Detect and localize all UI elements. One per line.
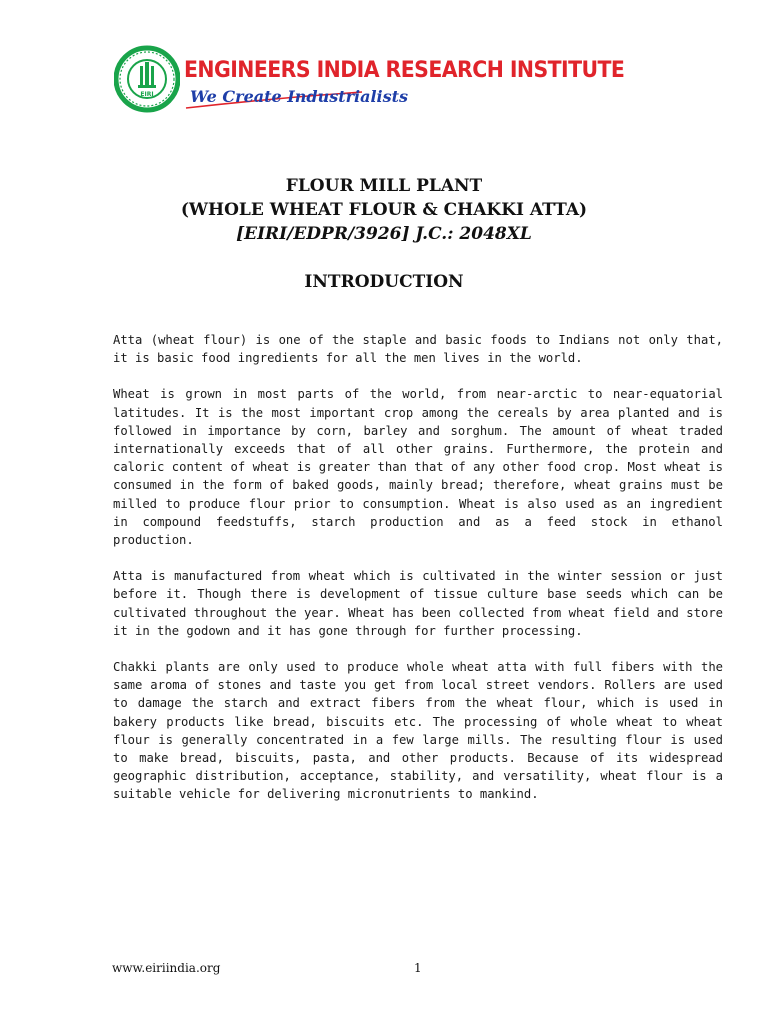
paragraph-3: Atta is manufactured from wheat which is cultivated in the winter session or just before it. Though there is development of tissue culture base seeds which can be cultivated throughout the year. Wheat has been collected from wheat field and store it in the godown and it has gone through for further processing.	[113, 569, 723, 638]
paragraph-2: Wheat is grown in most parts of the world, from near-arctic to near-equatorial latitudes. It is the most important crop among the cereals by area planted and is followed in importance by corn, barley and sorghum. The amount of wheat traded internationally exceeds that of all other grains. Furthermore, the protein and caloric content of wheat is greater than that of any other food crop. Most wheat is consumed in the form of baked goods, mainly bread; therefore, wheat grains must be milled to produce flour prior to consumption. Wheat is also used as an ingredient in compound feedstuffs, starch production and as a feed stock in ethanol production.	[113, 387, 723, 548]
section-heading: INTRODUCTION	[304, 272, 464, 292]
paragraph-1: Atta (wheat flour) is one of the staple and basic foods to Indians not only that, it is basic food ingredients for all the men lives in the world.	[113, 333, 723, 366]
page-number: 1	[414, 961, 422, 975]
org-name: ENGINEERS INDIA RESEARCH INSTITUTE	[184, 58, 625, 83]
title-line-1: FLOUR MILL PLANT	[285, 176, 483, 196]
org-tagline: We Create Industrialists	[190, 87, 409, 106]
document-title	[0, 174, 768, 246]
title-line-3: [EIRI/EDPR/3926] J.C.: 2048XL	[236, 224, 532, 244]
footer-url: www.eiriindia.org	[112, 961, 221, 975]
body-text	[113, 331, 723, 822]
title-line-2: (WHOLE WHEAT FLOUR & CHAKKI ATTA)	[180, 200, 588, 220]
eiri-seal-logo	[114, 44, 180, 114]
page-header	[114, 44, 625, 118]
svg-text:EIRI: EIRI	[140, 91, 154, 98]
paragraph-4: Chakki plants are only used to produce whole wheat atta with full fibers with the same aroma of stones and taste you get from local street vendors. Rollers are used to damage the starch and extract fibers from the wheat flour, which is used in bakery products like bread, biscuits etc. The processing of whole wheat to wheat flour is generally concentrated in a few large mills. The resulting flour is used to make bread, biscuits, pasta, and other products. Because of its widespread geographic distribution, acceptance, stability, and versatility, wheat flour is a suitable vehicle for delivering micronutrients to mankind.	[113, 660, 723, 802]
